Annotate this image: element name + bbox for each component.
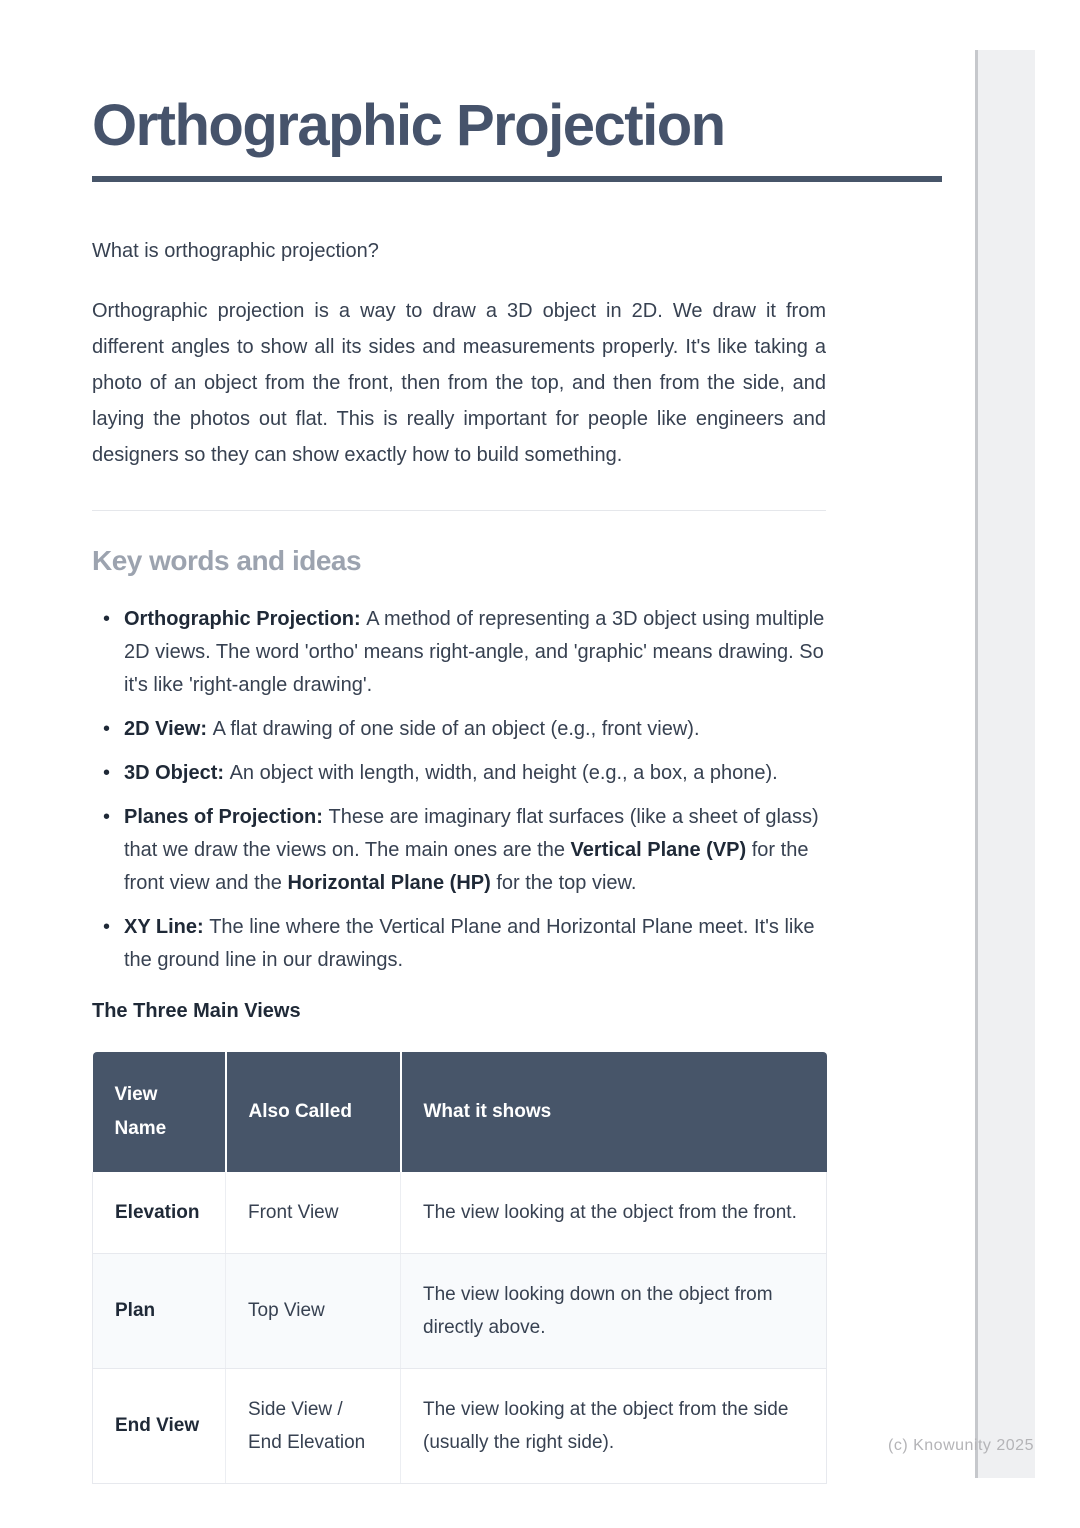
table-row (93, 1253, 827, 1368)
keyword-item: • Planes of Projection: These are imaginary flat surfaces (like a sheet of glass) that we draw the views on. The main ones are the Vertical Plane (VP) for the front view and the Horizontal Plane (HP) for the top view. (124, 801, 826, 900)
table-cell: Plan (93, 1253, 226, 1368)
table-cell: Front View (226, 1172, 401, 1254)
table-header-cell: Also Called (226, 1052, 401, 1172)
title-underline (92, 176, 942, 182)
watermark: (c) Knowunity 2025 (888, 1437, 1034, 1454)
table-header-cell: What it shows (401, 1052, 827, 1172)
document-page (92, 0, 826, 1484)
table-header-row (93, 1052, 827, 1172)
table-cell: Top View (226, 1253, 401, 1368)
table-header-cell: View Name (93, 1052, 226, 1172)
keywords-heading: Key words and ideas (92, 544, 362, 576)
keyword-item: • 2D View: A flat drawing of one side of an object (e.g., front view). (124, 713, 826, 746)
table-cell: The view looking at the object from the side (usually the right side). (401, 1368, 827, 1483)
three-views-heading: The Three Main Views (92, 999, 301, 1022)
table-cell: End View (93, 1368, 226, 1483)
table-cell: The view looking down on the object from directly above. (401, 1253, 827, 1368)
table-cell: The view looking at the object from the front. (401, 1172, 827, 1254)
section-divider (92, 510, 826, 511)
table-cell: Side View / End Elevation (226, 1368, 401, 1483)
intro-paragraph: Orthographic projection is a way to draw a 3D object in 2D. We draw it from different angles to show all its sides and measurements properly. It's like taking a photo of an object from the front, then from the top, and then from the side, and laying the photos out flat. This is really important for people like engineers and designers so they can show exactly how to build something. (92, 299, 826, 466)
keyword-item: • 3D Object: An object with length, width, and height (e.g., a box, a phone). (124, 757, 826, 790)
page-title: Orthographic Projection (92, 93, 725, 158)
table-row (93, 1172, 827, 1254)
views-table (92, 1052, 827, 1484)
keyword-list (92, 603, 826, 977)
table-row (93, 1368, 827, 1483)
table-cell: Elevation (93, 1172, 226, 1254)
keyword-item: • XY Line: The line where the Vertical Plane and Horizontal Plane meet. It's like the ground line in our drawings. (124, 911, 826, 977)
keyword-item: • Orthographic Projection: A method of representing a 3D object using multiple 2D views. The word 'ortho' means right-angle, and 'graphic' means drawing. So it's like 'right-angle drawing'. (124, 603, 826, 702)
table-body (93, 1172, 827, 1484)
intro-question: What is orthographic projection? (92, 239, 379, 262)
scrollbar-track[interactable] (975, 50, 1035, 1478)
